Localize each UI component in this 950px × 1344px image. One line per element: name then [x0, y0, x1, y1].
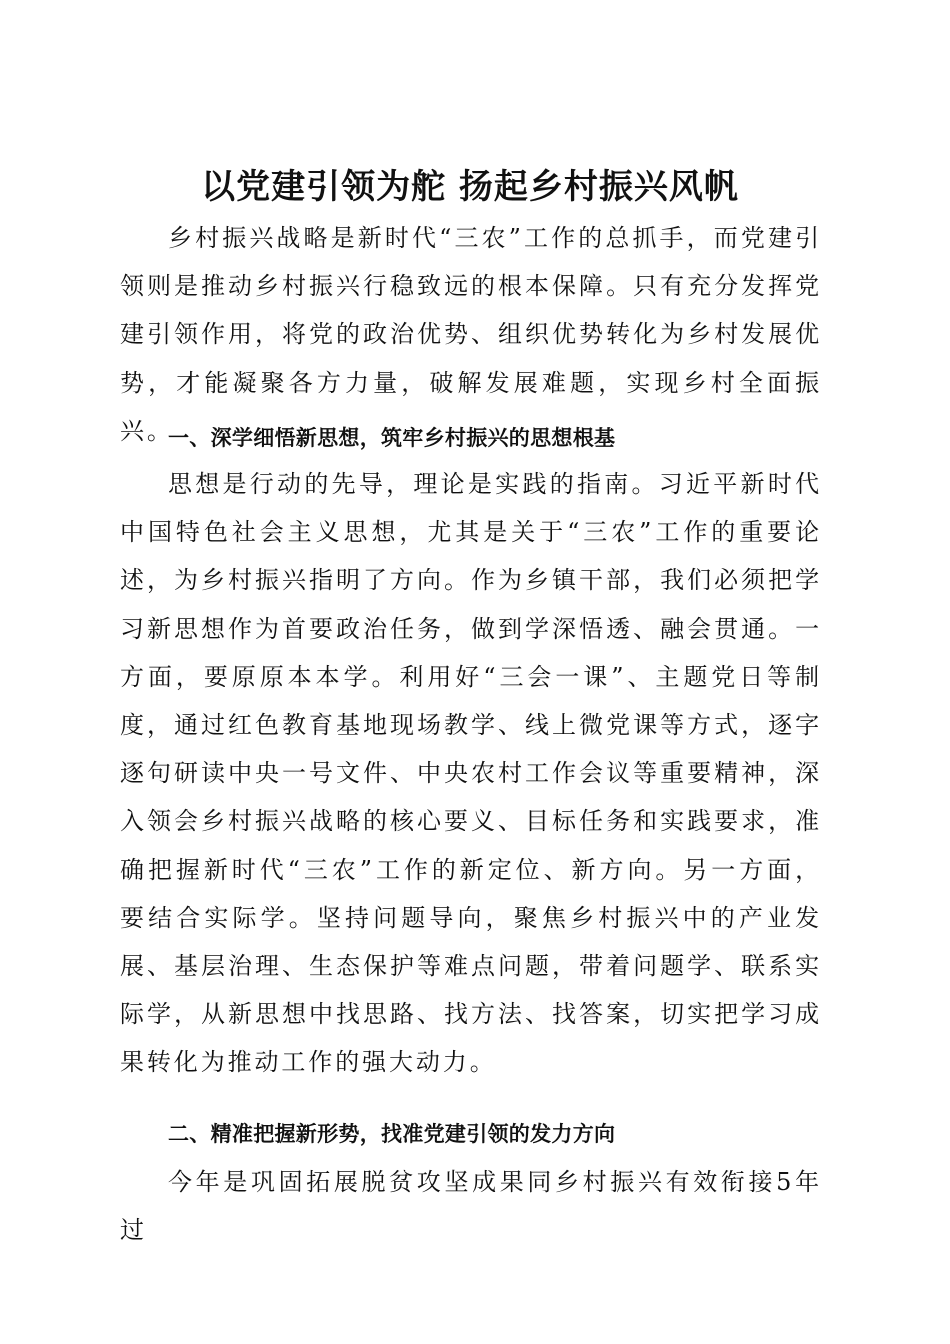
section-heading-2: 二、精准把握新形势，找准党建引领的发力方向: [168, 1122, 616, 1146]
section-paragraph-2: 今年是巩固拓展脱贫攻坚成果同乡村振兴有效衔接5年过: [120, 1168, 822, 1245]
intro-paragraph: 乡村振兴战略是新时代“三农”工作的总抓手，而党建引领则是推动乡村振兴行稳致远的根本保障。只有充分发挥党建引领作用，将党的政治优势、组织优势转化为乡村发展优势，才能凝聚各方力量，破解发展难题，实现乡村全面振兴。: [120, 224, 822, 445]
section-paragraph-1: 思想是行动的先导，理论是实践的指南。习近平新时代中国特色社会主义思想，尤其是关于“三农”工作的重要论述，为乡村振兴指明了方向。作为乡镇干部，我们必须把学习新思想作为首要政治任务，做到学深悟透、融会贯通。一方面，要原原本本学。利用好“三会一课”、主题党日等制度，通过红色教育基地现场教学、线上微党课等方式，逐字逐句研读中央一号文件、中央农村工作会议等重要精神，深入领会乡村振兴战略的核心要义、目标任务和实践要求，准确把握新时代“三农”工作的新定位、新方向。另一方面，要结合实际学。坚持问题导向，聚焦乡村振兴中的产业发展、基层治理、生态保护等难点问题，带着问题学、联系实际学，从新思想中找思路、找方法、找答案，切实把学习成果转化为推动工作的强大动力。: [120, 470, 822, 1077]
document-title: 以党建引领为舵 扬起乡村振兴风帆: [201, 166, 739, 207]
section-heading-1: 一、深学细悟新思想，筑牢乡村振兴的思想根基: [168, 426, 616, 450]
